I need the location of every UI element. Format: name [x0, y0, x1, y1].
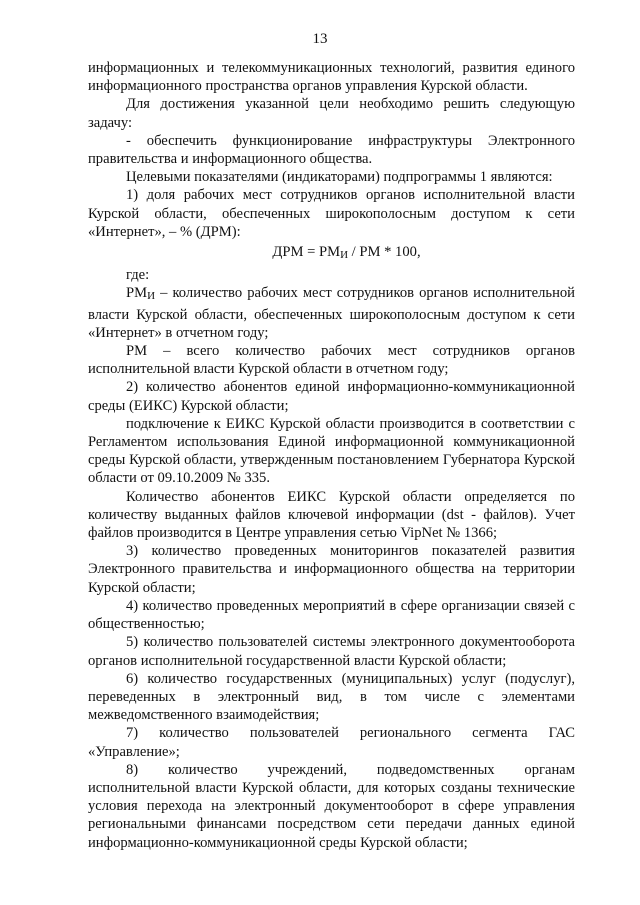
paragraph-indicator-2: 2) количество абонентов единой информационно-коммуникационной среды (ЕИКС) Курской области;: [88, 379, 575, 414]
paragraph-indicator-4: 4) количество проведенных мероприятий в сфере организации связей с общественностью;: [88, 597, 575, 633]
paragraph-rm-definition: РМ – всего количество рабочих мест сотрудников органов исполнительной власти Курской области в отчетном году;: [88, 343, 575, 378]
paragraph-indicators-heading: Целевыми показателями (индикаторами) подпрограммы 1 являются:: [126, 169, 553, 186]
paragraph-indicator-5: 5) количество пользователей системы электронного документооборота органов исполнительной государственной власти Курской области;: [88, 634, 575, 669]
formula-drm: [88, 243, 575, 264]
paragraph-task: - обеспечить функционирование инфраструктуры Электронного правительства и информационного общества.: [88, 132, 575, 168]
rmi-subscript: И: [147, 290, 156, 303]
paragraph-indicator-8: 8) количество учреждений, подведомственных органам исполнительной власти Курской области, для которых созданы технические условия перехода на электронный документооборот в сфере управления региональными финансами посредством сети передачи данных единой информационно-коммуникационной среды Курской области;: [88, 761, 575, 851]
paragraph-indicator-3: 3) количество проведенных мониторингов показателей развития Электронного правительства и информационного общества на территории Курской области;: [88, 543, 575, 596]
formula-right: / РМ * 100,: [348, 244, 421, 261]
paragraph-indicator-6: 6) количество государственных (муниципальных) услуг (подуслуг), переведенных в электронный вид, в том числе с элементами межведомственного взаимодействия;: [88, 670, 575, 724]
paragraph-continuation: информационных и телекоммуникационных технологий, развития единого информационного пространства органов управления Курской области.: [88, 60, 575, 95]
paragraph-eiks-count: Количество абонентов ЕИКС Курской области определяется по количеству выданных файлов ключевой информации (dst - файлов). Учет файлов производится в Центре управления сетью VipNet № 1366;: [88, 488, 575, 542]
paragraph-indicator-7: 7) количество пользователей регионального сегмента ГАС «Управление»;: [88, 725, 575, 760]
rmi-definition-text: – количество рабочих мест сотрудников органов исполнительной власти Курской области, обеспеченных широкополосным доступом к сети «Интернет» в отчетном году;: [88, 285, 575, 341]
rmi-prefix: РМ: [126, 285, 148, 302]
document-body: [88, 59, 575, 852]
page-number: 13: [312, 31, 328, 47]
formula-left: ДРМ = РМ: [272, 244, 341, 261]
formula-subscript: И: [340, 249, 349, 262]
paragraph-goal: Для достижения указанной цели необходимо решить следующую задачу:: [88, 96, 575, 131]
paragraph-indicator-1: 1) доля рабочих мест сотрудников органов исполнительной власти Курской области, обеспеченных широкополосным доступом к сети «Интернет», – % (ДРМ):: [88, 187, 575, 240]
paragraph-eiks-connection: подключение к ЕИКС Курской области производится в соответствии с Регламентом использования Единой информационной коммуникационной среды Курской области, утвержденным постановлением Губернатора Курской области от 09.10.2009 № 335.: [88, 415, 575, 487]
paragraph-where: где:: [126, 267, 150, 284]
paragraph-rmi-definition: [88, 284, 575, 342]
